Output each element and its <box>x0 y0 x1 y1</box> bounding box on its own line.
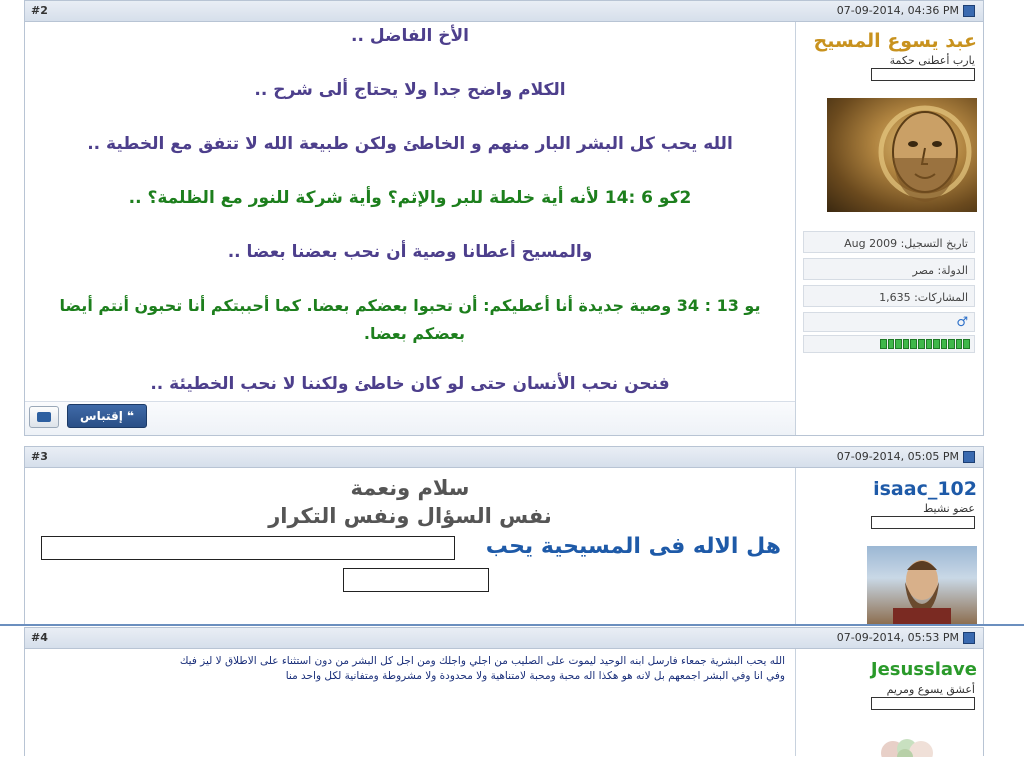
post-date-text: 07-09-2014, 05:53 PM <box>836 631 959 644</box>
post-line: 2كو 6 :14 لأنه أية خلطة للبر والإثم؟ وأية شركة للنور مع الظلمة؟ .. <box>128 188 692 208</box>
post-number[interactable]: #3 <box>31 450 48 463</box>
post-line: يو 13 : 34 وصية جديدة أنا أعطيكم: أن تحبوا بعضكم بعضا. كما أحببتكم أنا تحبون أنتم أيضا <box>59 296 761 315</box>
post-icon <box>963 451 975 463</box>
post-header <box>25 447 983 468</box>
username-link[interactable]: isaac_102 <box>873 478 977 500</box>
post-content <box>25 649 795 756</box>
join-date: تاريخ التسجيل: Aug 2009 <box>803 231 975 253</box>
multiquote-button[interactable] <box>29 406 59 428</box>
post-icon <box>963 632 975 644</box>
quote-button[interactable] <box>67 404 147 428</box>
user-title: يارب أعطنى حكمة <box>889 54 975 67</box>
post-date <box>837 450 975 463</box>
user-gender <box>803 312 975 332</box>
user-rank-box <box>871 697 975 710</box>
username-link[interactable]: Jesusslave <box>870 659 977 680</box>
user-rank-box <box>871 68 975 81</box>
post-line: وفي انا وفي البشر اجمعهم بل لانه هو هكذا اله محبة ومحبة لامتناهية ولا محدودة ولا مشروطة ومتفانية لكل واحد منا <box>285 670 785 682</box>
embedded-image-box <box>343 568 489 592</box>
post-date <box>837 4 975 17</box>
embedded-image-box <box>41 536 455 560</box>
post-3 <box>24 446 984 626</box>
post-line: الله يحب البشرية جمعاء فارسل ابنه الوحيد ليموت على الصليب من اجلي واجلك ومن اجل كل البشر من دون استثناء على الاطلاق لا ليز فيك <box>179 655 785 667</box>
post-2 <box>24 0 984 436</box>
reputation-pip <box>910 339 917 349</box>
reputation-pip <box>895 339 902 349</box>
post-4 <box>24 627 984 756</box>
post-date <box>837 631 975 644</box>
user-title: أعشق يسوع ومريم <box>886 683 975 696</box>
quote-button-label: إقتباس <box>80 409 123 423</box>
username-link[interactable]: عبد يسوع المسيح <box>813 30 977 52</box>
reputation-pip <box>933 339 940 349</box>
reputation-pip <box>956 339 963 349</box>
post-line: الكلام واضح جدا ولا يحتاج ألى شرح .. <box>254 80 566 100</box>
multiquote-icon <box>37 412 51 422</box>
user-title: عضو نشيط <box>923 502 975 515</box>
reputation-pip <box>918 339 925 349</box>
reputation-box <box>803 335 975 353</box>
post-number[interactable]: #2 <box>31 4 48 17</box>
user-rank-box <box>871 516 975 529</box>
post-number[interactable]: #4 <box>31 631 48 644</box>
reputation-pip <box>963 339 970 349</box>
post-divider <box>0 624 1024 626</box>
male-symbol-icon: ♂ <box>956 315 968 330</box>
user-post-count: المشاركات: 1,635 <box>803 285 975 307</box>
reputation-bar <box>880 339 970 349</box>
user-sidebar <box>795 649 983 756</box>
reputation-pip <box>880 339 887 349</box>
post-line: هل الاله فى المسيحية يحب <box>485 534 781 559</box>
user-sidebar <box>795 468 983 625</box>
post-icon <box>963 5 975 17</box>
reputation-pip <box>888 339 895 349</box>
quote-icon: ❝ <box>126 409 134 423</box>
user-avatar[interactable] <box>843 727 977 757</box>
post-header <box>25 628 983 649</box>
avatar-image <box>867 546 977 626</box>
reputation-pip <box>941 339 948 349</box>
post-line: نفس السؤال ونفس التكرار <box>268 504 552 528</box>
post-line: الله يحب كل البشر البار منهم و الخاطئ ولكن طبيعة الله لا تتفق مع الخطية .. <box>87 134 733 154</box>
post-line: سلام ونعمة <box>350 476 470 500</box>
post-content <box>25 22 795 401</box>
reputation-pip <box>903 339 910 349</box>
post-date-text: 07-09-2014, 05:05 PM <box>836 450 959 463</box>
post-header <box>25 1 983 22</box>
post-date-text: 07-09-2014, 04:36 PM <box>836 4 959 17</box>
avatar-image <box>843 727 977 757</box>
post-line: بعضكم بعضا. <box>363 324 465 343</box>
post-line: فنحن نحب الأنسان حتى لو كان خاطئ ولكننا لا نحب الخطيئة .. <box>150 374 670 394</box>
reputation-pip <box>926 339 933 349</box>
post-line-heading <box>486 534 781 559</box>
post-line: والمسيح أعطانا وصية أن نحب بعضنا بعضا .. <box>227 242 593 262</box>
avatar-image <box>827 98 977 212</box>
reputation-pip <box>948 339 955 349</box>
user-country: الدولة: مصر <box>803 258 975 280</box>
post-line: الأخ الفاضل .. <box>351 26 469 46</box>
user-avatar[interactable] <box>867 546 977 626</box>
user-avatar[interactable] <box>827 98 977 212</box>
user-sidebar <box>795 22 983 435</box>
post-content <box>25 468 795 625</box>
